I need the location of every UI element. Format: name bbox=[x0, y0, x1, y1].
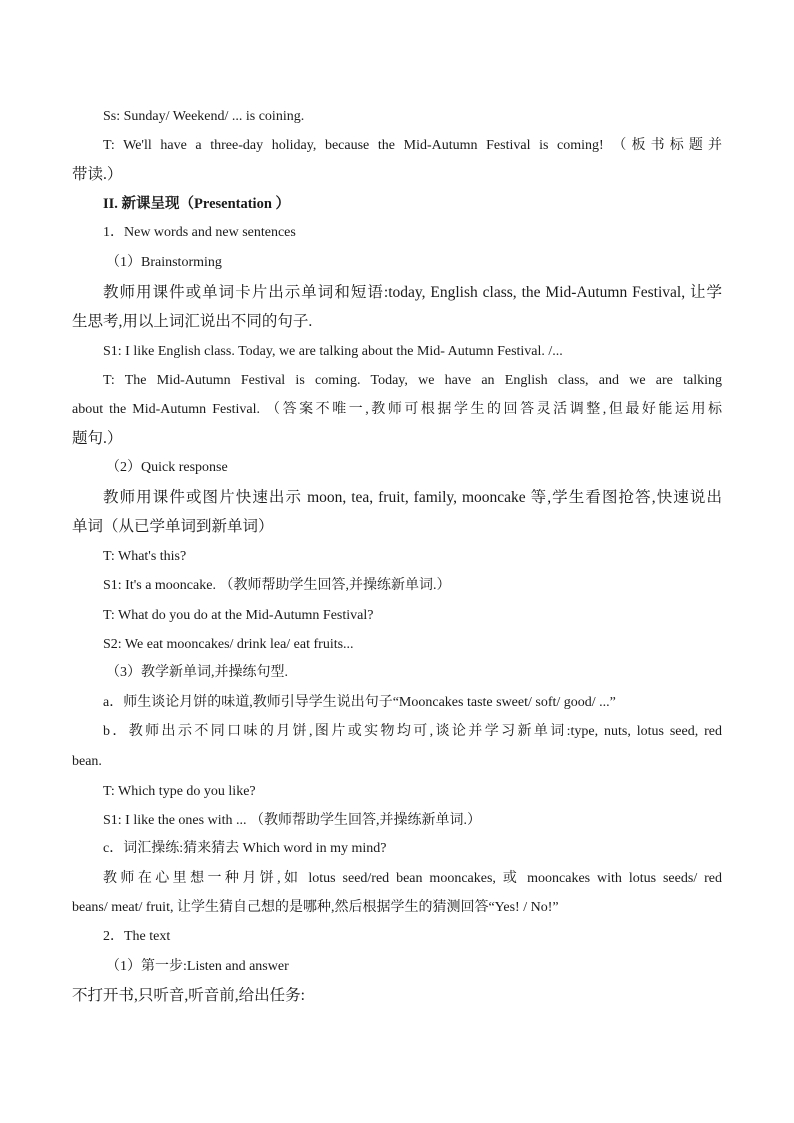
dialogue-line: S1: It's a mooncake. （教师帮助学生回答,并操练新单词.） bbox=[103, 578, 451, 593]
text-line: T: We'll have a three-day holiday, because the Mid-Autumn Festival is coming! （板书标题并 bbox=[103, 138, 722, 153]
step-heading: （1）Brainstorming bbox=[106, 255, 222, 270]
subsection-heading: 2．The text bbox=[103, 929, 171, 944]
dialogue-line: T: Which type do you like? bbox=[103, 784, 256, 799]
section-heading: II. 新课呈现（Presentation ） bbox=[103, 196, 291, 212]
dialogue-line: S2: We eat mooncakes/ drink lea/ eat fruits... bbox=[103, 637, 354, 652]
dialogue-line: S1: I like English class. Today, we are talking about the Mid- Autumn Festival. /... bbox=[103, 344, 563, 359]
text-line: bean. bbox=[72, 754, 102, 769]
text-line: a．师生谈论月饼的味道,教师引导学生说出句子“Mooncakes taste sweet/ soft/ good/ ...” bbox=[103, 695, 616, 710]
text-line: 教师在心里想一种月饼,如 lotus seed/red bean mooncakes, 或 mooncakes with lotus seeds/ red bbox=[103, 871, 722, 886]
step-heading: （2）Quick response bbox=[106, 460, 228, 475]
text-line: 教师用课件或单词卡片出示单词和短语:today, English class, the Mid-Autumn Festival, 让学 bbox=[103, 284, 722, 301]
text-line: 题句.） bbox=[72, 430, 123, 447]
text-line: 单词（从已学单词到新单词） bbox=[72, 518, 274, 535]
dialogue-line: S1: I like the ones with ... （教师帮助学生回答,并操练新单词.） bbox=[103, 813, 481, 828]
text-line: 不打开书,只听音,听音前,给出任务: bbox=[72, 987, 305, 1004]
dialogue-line: T: What's this? bbox=[103, 549, 187, 564]
text-line: b．教师出示不同口味的月饼,图片或实物均可,谈论并学习新单词:type, nuts, lotus seed, red bbox=[103, 724, 722, 739]
text-line: 带读.） bbox=[72, 166, 123, 183]
subsection-heading: 1．New words and new sentences bbox=[103, 225, 296, 240]
text-line: 生思考,用以上词汇说出不同的句子. bbox=[72, 313, 313, 330]
dialogue-line: T: What do you do at the Mid-Autumn Festival? bbox=[103, 608, 374, 623]
text-line: beans/ meat/ fruit, 让学生猜自己想的是哪种,然后根据学生的猜测回答“Yes! / No!” bbox=[72, 900, 559, 915]
text-line: 教师用课件或图片快速出示 moon, tea, fruit, family, mooncake 等,学生看图抢答,快速说出 bbox=[103, 489, 722, 506]
text-line: c．词汇操练:猜来猜去 Which word in my mind? bbox=[103, 841, 387, 856]
text-line: Ss: Sunday/ Weekend/ ... is coining. bbox=[103, 109, 305, 124]
step-heading: （3）教学新单词,并操练句型. bbox=[106, 665, 288, 680]
dialogue-line: T: The Mid-Autumn Festival is coming. Today, we have an English class, and we are talking bbox=[103, 373, 722, 388]
text-line: about the Mid-Autumn Festival. （答案不唯一,教师可根据学生的回答灵活调整,但最好能运用标 bbox=[72, 402, 722, 417]
step-heading: （1）第一步:Listen and answer bbox=[106, 959, 289, 974]
